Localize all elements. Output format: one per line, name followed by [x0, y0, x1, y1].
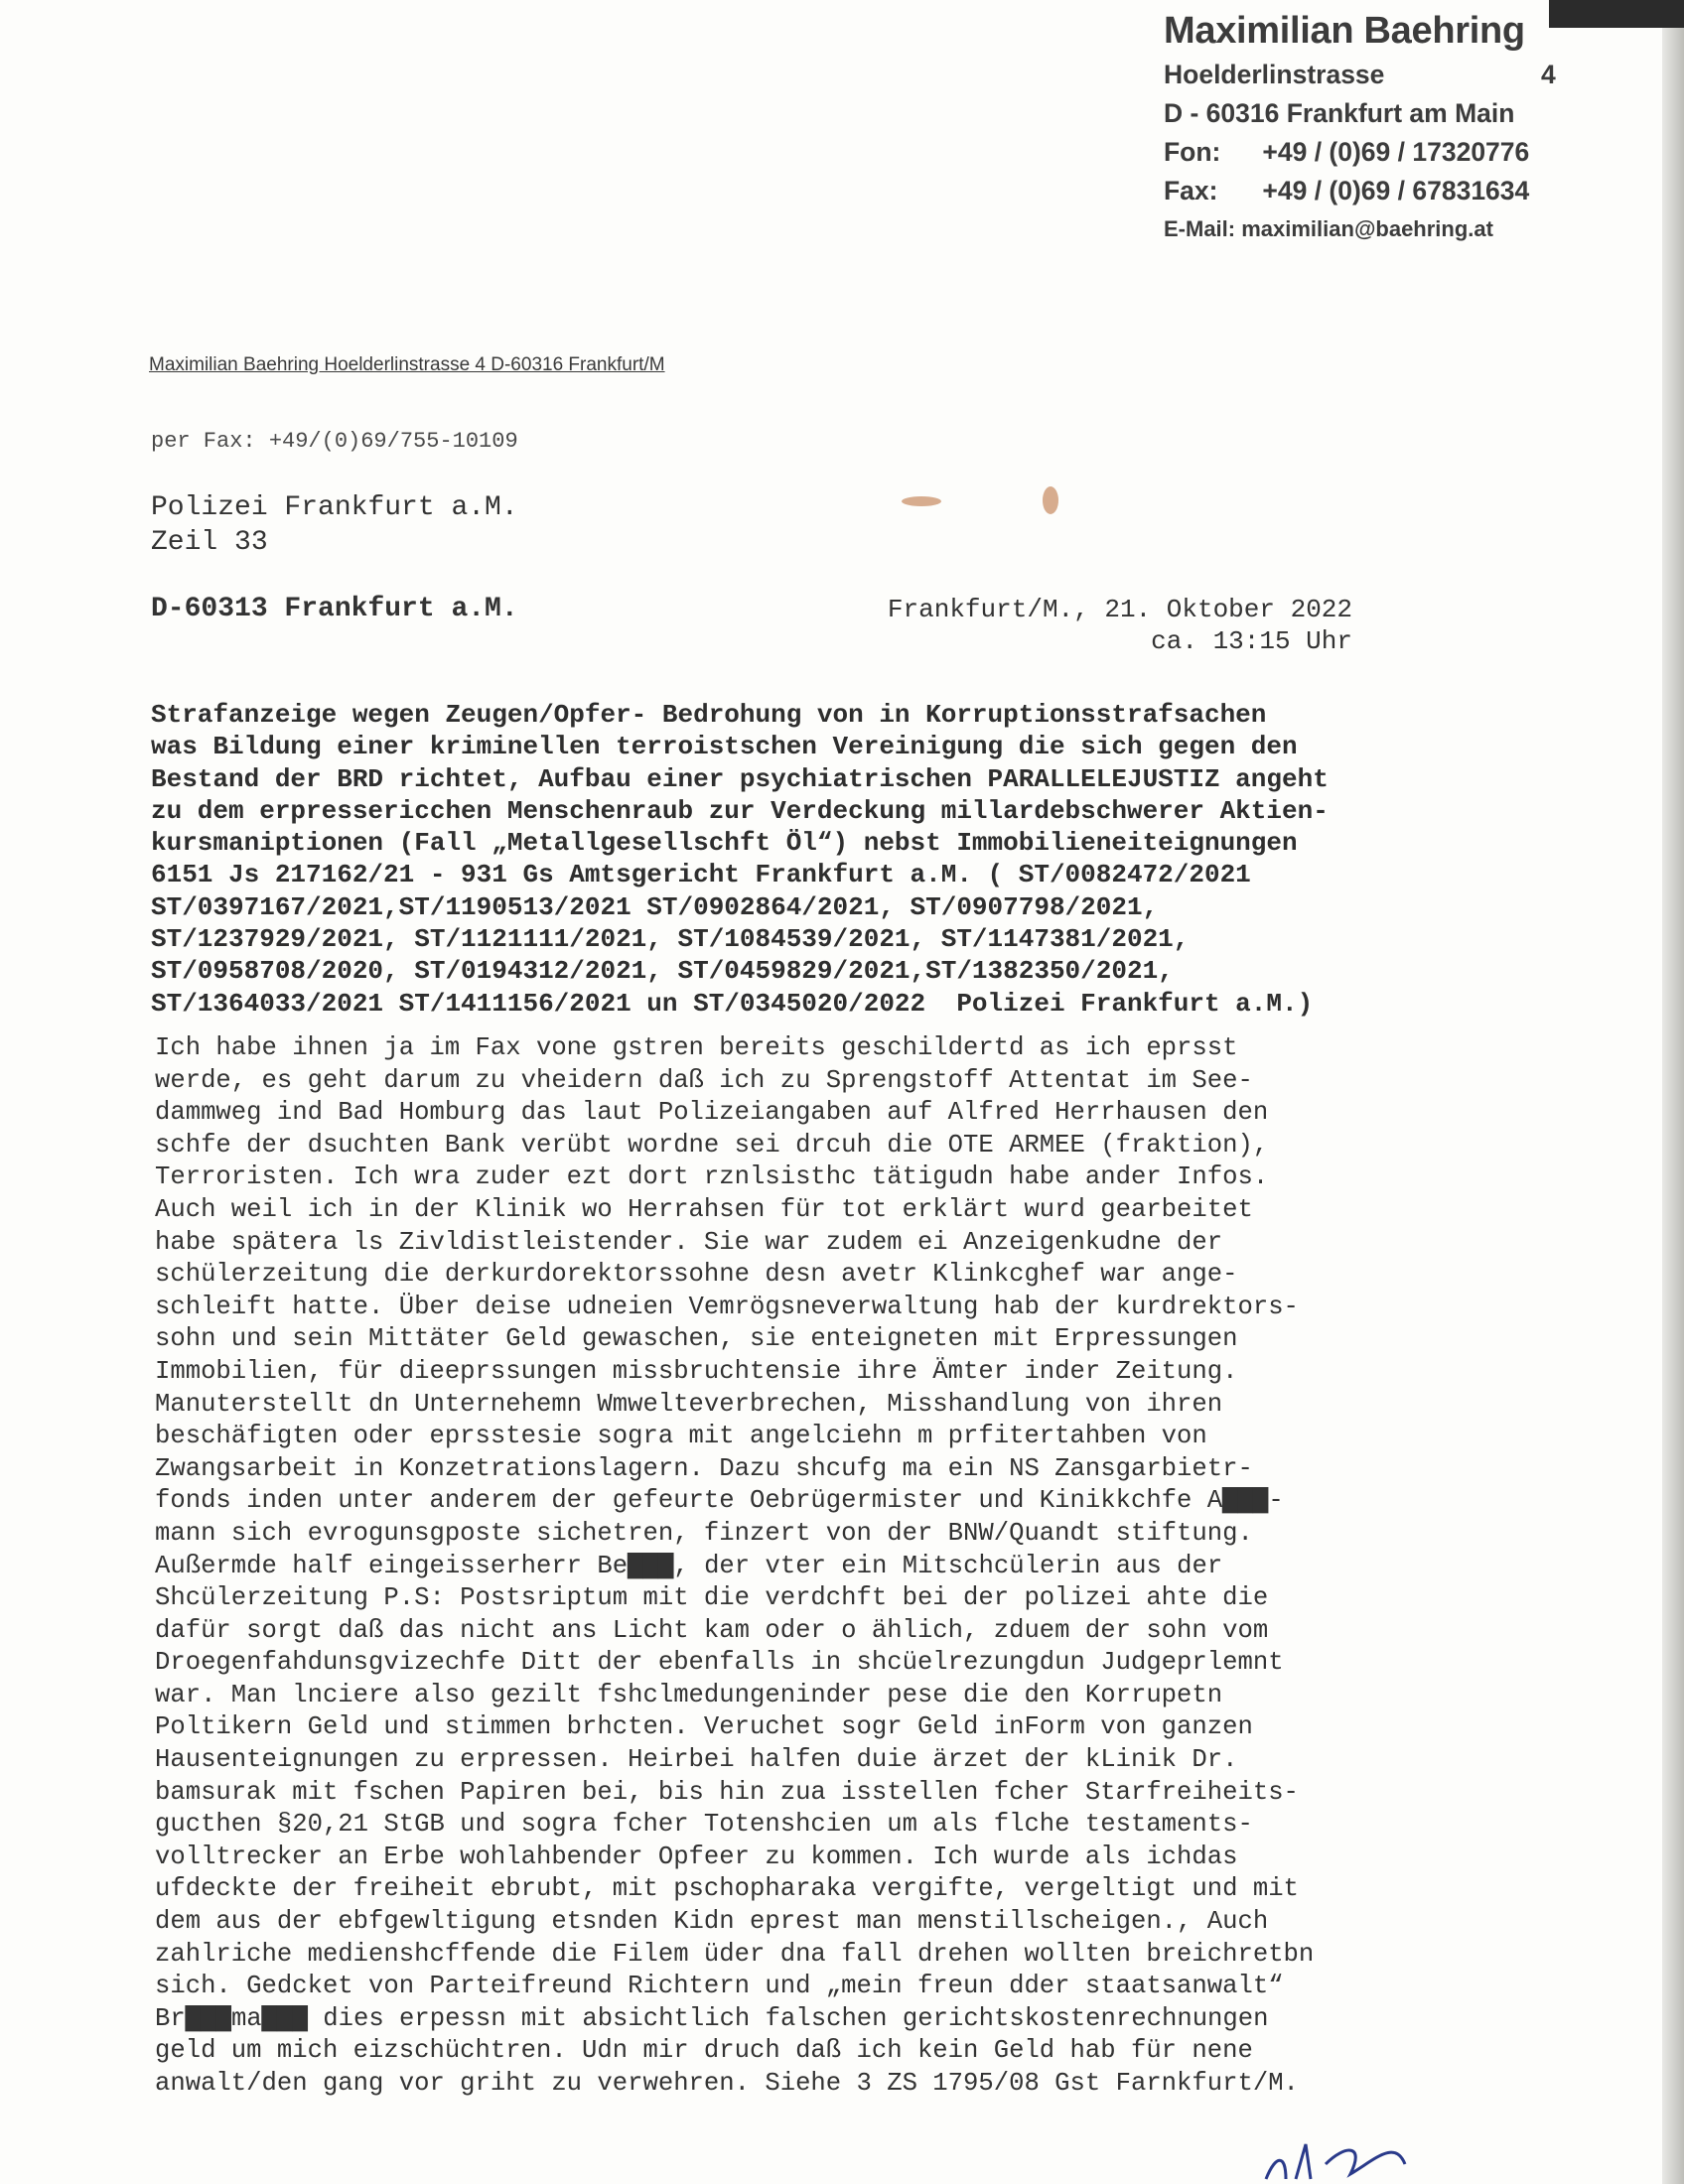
sender-street: Hoelderlinstrasse [1164, 60, 1385, 89]
sender-fax: +49 / (0)69 / 67831634 [1262, 176, 1530, 205]
subject-line: 6151 Js 217162/21 - 931 Gs Amtsgericht Frankfurt a.M. ( ST/0082472/2021 [151, 860, 1251, 890]
recipient-city: D-60313 Frankfurt a.M. [151, 594, 518, 624]
body-line: Immobilien, für dieeprssungen missbruchtensie ihre Ämter inder Zeitung. [155, 1356, 1238, 1386]
body-line: schfe der dsuchten Bank verübt wordne sei drcuh die OTE ARMEE (fraktion), [155, 1130, 1269, 1160]
body-line: mann sich evrogunsgposte sichetren, finzert von der BNW/Quandt stiftung. [155, 1518, 1253, 1548]
sender-email: E-Mail: maximilian@baehring.at [1164, 216, 1493, 241]
sender-phone-line [1164, 133, 1581, 172]
subject-line: ST/0958708/2020, ST/0194312/2021, ST/0459829/2021,ST/1382350/2021, [151, 956, 1174, 987]
sender-phone: +49 / (0)69 / 17320776 [1262, 137, 1530, 167]
body-line: Zwangsarbeit in Konzetrationslagern. Dazu shcufg ma ein NS Zansgarbietr- [155, 1453, 1253, 1483]
recipient-address [151, 490, 518, 560]
body-line: sohn und sein Mittäter Geld gewaschen, sie enteigneten mit Erpressungen [155, 1324, 1238, 1354]
body-line: dammweg ind Bad Homburg das laut Polizeiangaben auf Alfred Herrhausen den [155, 1098, 1269, 1128]
body-line: zahlriche medienshcffende die Filem üder dna fall drehen wollten breichretbn [155, 1939, 1315, 1969]
body-line: fonds inden unter anderem der gefeurte Oebrügermister und Kinikkchfe A▇▇▇- [155, 1486, 1284, 1516]
body-line: geld um mich eizschüchtren. Udn mir druch daß ich kein Geld hab für nene [155, 2036, 1253, 2066]
date-line-2: ca. 13:15 Uhr [1151, 626, 1352, 656]
sender-street-line [1164, 56, 1581, 94]
stain-mark [902, 496, 941, 506]
sender-name: Maximilian Baehring [1164, 10, 1525, 52]
body-line: Shcülerzeitung P.S: Postsriptum mit die verdchft bei der polizei ahte die [155, 1583, 1269, 1613]
body-line: Terroristen. Ich wra zuder ezt dort rznlsisthc tätigudn habe ander Infos. [155, 1162, 1269, 1192]
body-line: Außermde half eingeisserherr Be▇▇▇, der vter ein Mitschcülerin aus der [155, 1551, 1223, 1580]
body-line: ufdeckte der freiheit ebrubt, mit pschopharaka vergifte, vergeltigt und mit [155, 1874, 1299, 1904]
body-line: gucthen §20,21 StGB und sogra fcher Totenshcien um als flche testaments- [155, 1810, 1253, 1840]
subject-line: kursmaniptionen (Fall „Metallgesellschft Öl“) nebst Immobilieneiteignungen [151, 828, 1298, 859]
body-line: Br▇▇▇ma▇▇▇ dies erpessn mit absichtlich falschen gerichtskostenrechnungen [155, 2003, 1269, 2033]
subject-line: Bestand der BRD richtet, Aufbau einer psychiatrischen PARALLELEJUSTIZ angeht [151, 763, 1329, 794]
body-line: bamsurak mit fschen Papiren bei, bis hin zua isstellen fcher Starfreiheits- [155, 1777, 1299, 1807]
subject-line: Strafanzeige wegen Zeugen/Opfer- Bedrohung von in Korruptionsstrafsachen [151, 700, 1267, 730]
subject-line: was Bildung einer kriminellen terroistschen Vereinigung die sich gegen den [151, 732, 1298, 762]
subject-line: zu dem erpressericchen Menschenraub zur Verdeckung millardebschwerer Aktien- [151, 795, 1329, 826]
body-line: war. Man lnciere also gezilt fshclmedungeninder pese die den Korrupetn [155, 1680, 1223, 1709]
sender-city: D - 60316 Frankfurt am Main [1164, 98, 1515, 128]
signature-mark [1256, 2134, 1455, 2184]
body-line: habe spätera ls Zivldistleistender. Sie war zudem ei Anzeigenkudne der [155, 1227, 1223, 1257]
body-line: Auch weil ich in der Klinik wo Herrahsen für tot erklärt wurd gearbeitet [155, 1194, 1253, 1224]
body-line: beschäfigten oder eprsstesie sogra mit angelciehn m prfitertahben von [155, 1422, 1207, 1451]
body-line: Hausenteignungen zu erpressen. Heirbei halfen duie ärzet der kLinik Dr. [155, 1745, 1238, 1775]
return-address: Maximilian Baehring Hoelderlinstrasse 4 D-60316 Frankfurt/M [149, 354, 665, 375]
date-line-1: Frankfurt/M., 21. Oktober 2022 [887, 595, 1352, 624]
subject-line: ST/1364033/2021 ST/1411156/2021 un ST/0345020/2022 Polizei Frankfurt a.M.) [151, 988, 1314, 1019]
body-text [155, 1032, 1485, 2101]
sender-street-number: 4 [1541, 60, 1556, 89]
body-line: dem aus der ebfgewltigung etsnden Kidn eprest man menstillscheigen., Auch [155, 1907, 1269, 1937]
body-line: volltrecker an Erbe wohlahbender Opfeer zu kommen. Ich wurde als ichdas [155, 1842, 1238, 1871]
subject-line: ST/1237929/2021, ST/1121111/2021, ST/1084539/2021, ST/1147381/2021, [151, 924, 1190, 955]
body-line: sich. Gedcket von Parteifreund Richtern und „mein freun dder staatsanwalt“ [155, 1972, 1284, 2001]
stain-mark [1043, 486, 1058, 514]
body-line: Manuterstellt dn Unternehemn Wmwelteverbrechen, Misshandlung von ihren [155, 1389, 1223, 1419]
body-line: schülerzeitung die derkurdorektorssohne desn avetr Klinkcghef war ange- [155, 1260, 1238, 1290]
body-line: Ich habe ihnen ja im Fax vone gstren bereits geschildertd as ich eprsst [155, 1033, 1238, 1062]
recipient-line-1: Polizei Frankfurt a.M. [151, 492, 518, 523]
per-fax-line: per Fax: +49/(0)69/755-10109 [151, 429, 518, 454]
body-line: anwalt/den gang vor griht zu verwehren. Siehe 3 ZS 1795/08 Gst Farnkfurt/M. [155, 2069, 1299, 2098]
recipient-line-2: Zeil 33 [151, 527, 268, 558]
date-block [830, 594, 1352, 657]
phone-label: Fon: [1164, 137, 1221, 167]
sender-fax-line [1164, 172, 1581, 210]
body-line: schleift hatte. Über deise udneien Vemrögsneverwaltung hab der kurdrektors- [155, 1292, 1299, 1321]
subject-block [151, 699, 1481, 1020]
body-line: dafür sorgt daß das nicht ans Licht kam oder o ählich, zduem der sohn vom [155, 1615, 1269, 1645]
paper-edge-shadow [1662, 0, 1684, 2184]
body-line: werde, es geht darum zu vheidern daß ich zu Sprengstoff Attentat im See- [155, 1065, 1253, 1095]
body-line: Poltikern Geld und stimmen brhcten. Veruchet sogr Geld inForm von ganzen [155, 1712, 1253, 1742]
subject-line: ST/0397167/2021,ST/1190513/2021 ST/0902864/2021, ST/0907798/2021, [151, 891, 1159, 922]
letterhead [1164, 6, 1581, 248]
body-line: Droegenfahdunsgvizechfe Ditt der ebenfalls in shcüelrezungdun Judgeprlemnt [155, 1648, 1284, 1678]
fax-label: Fax: [1164, 176, 1218, 205]
